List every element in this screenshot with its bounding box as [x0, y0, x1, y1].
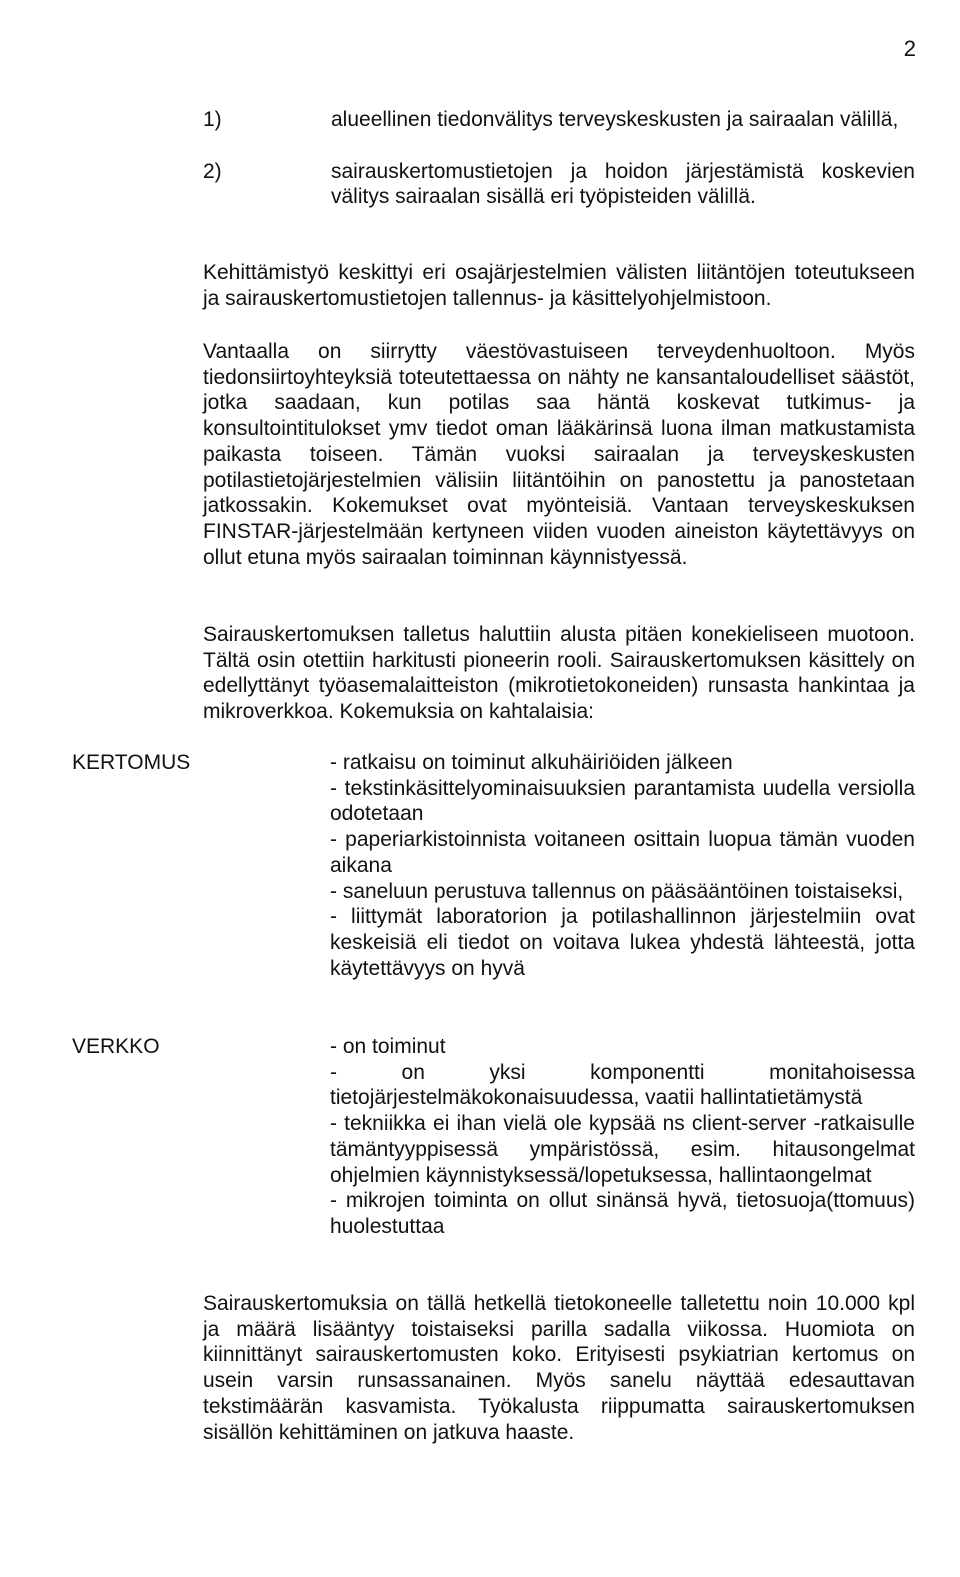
- numbered-item: [203, 159, 915, 210]
- list-item: - mikrojen toiminta on ollut sinänsä hyvä, tietosuoja(ttomuus) huolestuttaa: [330, 1189, 915, 1238]
- item-text: alueellinen tiedonvälitys terveyskeskusten ja sairaalan välillä,: [331, 108, 899, 131]
- numbered-item: [203, 107, 915, 133]
- paragraph-development: Kehittämistyö keskittyi eri osajärjestelmien välisten liitäntöjen toteutukseen ja sairauskertomustietojen tallennus- ja käsittelyohjelmistoon.: [203, 261, 915, 310]
- paragraph-record-storage: Sairauskertomuksen talletus haluttiin alusta pitäen konekieliseen muotoon. Tältä osin otettiin harkitusti pioneerin rooli. Sairauskertomuksen käsittely on edellyttänyt työasemalaitteiston (mikrotietokoneiden) runsasta hankintaa ja mikroverkkoa. Kokemuksia on kahtalaisia:: [203, 623, 915, 724]
- list-item: - tekniikka ei ihan vielä ole kypsää ns client-server -ratkaisulle tämäntyyppisessä ympäristössä, esim. hitausongelmat ohjelmien käynnistyksessä/lopetuksessa, hallintaongelmat: [330, 1112, 915, 1187]
- list-item: - tekstinkäsittelyominaisuuksien parantamista uudella versiolla odotetaan: [330, 776, 915, 826]
- paragraph-vantaa: Vantaalla on siirrytty väestövastuiseen terveydenhuoltoon. Myös tiedonsiirtoyhteyksiä toteutettaessa on nähty ne kansantaloudelliset säästöt, jotka saadaan, kun potilas saa häntä koskevat tutkimus- ja konsultointitulokset ymv tiedot oman lääkärinsä luona ilman matkustamista paikasta toiseen. Tämän vuoksi sairaalan ja terveyskeskusten potilastietojärjestelmien välisiin liitäntöihin on panostettu ja panostetaan jatkossakin. Kokemukset ovat myönteisiä. Vantaan terveyskeskuksen FINSTAR-järjestelmään kertyneen viiden vuoden aineiston käytettävyys on ollut etuna myös sairaalan toiminnan käynnistyessä.: [203, 340, 915, 569]
- verkko-list: [330, 1034, 915, 1240]
- section-label: VERKKO: [72, 1035, 160, 1058]
- paragraph-conclusion: Sairauskertomuksia on tällä hetkellä tietokoneelle talletettu noin 10.000 kpl ja määrä lisääntyy toistaiseksi parilla sadalla viikossa. Huomiota on kiinnittänyt sairauskertomusten koko. Erityisesti psykiatrian kertomus on usein varsin runsassanainen. Myös sanelu näyttää edesauttavan tekstimäärän kasvamista. Työkalusta riippumatta sairauskertomuksen sisällön kehittäminen on jatkuva haaste.: [203, 1292, 915, 1444]
- list-item: - paperiarkistoinnista voitaneen osittain luopua tämän vuoden aikana: [330, 828, 915, 877]
- list-item: - on yksi komponentti monitahoisessa tietojärjestelmäkokonaisuudessa, vaatii hallintatietämystä: [330, 1060, 915, 1110]
- list-item: - ratkaisu on toiminut alkuhäiriöiden jälkeen: [330, 751, 733, 774]
- kertomus-list: [330, 750, 915, 981]
- list-item: - liittymät laboratorion ja potilashallinnon järjestelmiin ovat keskeisiä eli tiedot on voitava lukea yhdestä lähteestä, jotta käytettävyys on hyvä: [330, 905, 915, 980]
- section-verkko: [72, 1034, 915, 1240]
- page-number: 2: [903, 36, 916, 61]
- section-label: KERTOMUS: [72, 751, 191, 774]
- numbered-list: [203, 107, 915, 236]
- item-text: sairauskertomustietojen ja hoidon järjestämistä koskevien välitys sairaalan sisällä eri työpisteiden välillä.: [331, 159, 915, 209]
- item-number: 1): [203, 108, 222, 131]
- item-number: 2): [203, 159, 222, 183]
- section-kertomus: [72, 750, 915, 981]
- list-item: - saneluun perustuva tallennus on pääsääntöinen toistaiseksi,: [330, 879, 904, 903]
- list-item: - on toiminut: [330, 1035, 446, 1058]
